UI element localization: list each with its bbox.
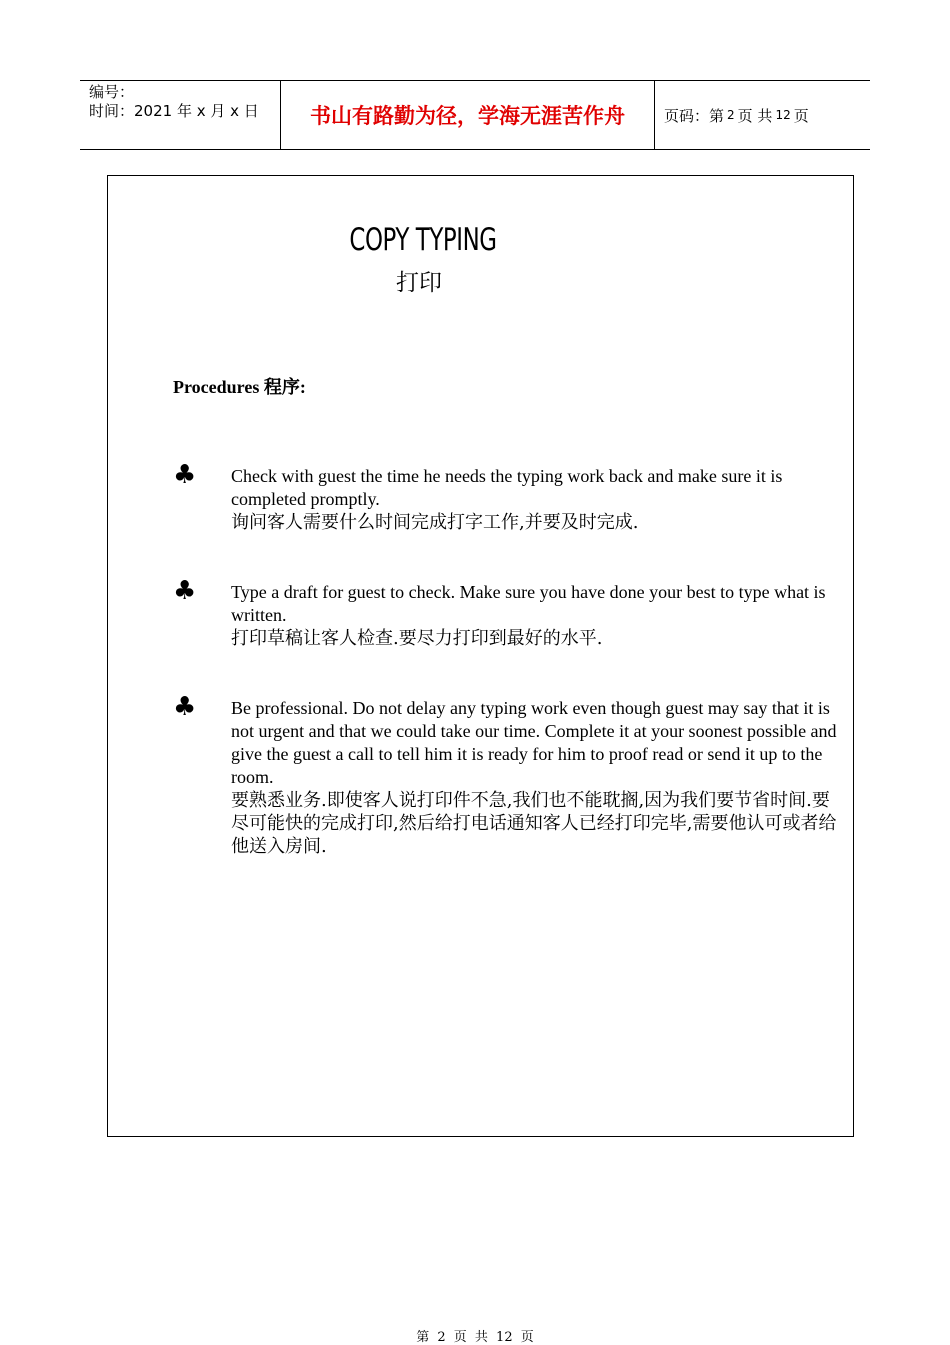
club-suit-icon: ♣ (173, 460, 197, 490)
header-motto: 书山有路勤为径，学海无涯苦作舟 (281, 81, 655, 149)
document-number-label: 编号： (89, 83, 135, 101)
page-mid: 页 共 (737, 106, 773, 125)
procedure-text-en: Be professional. Do not delay any typing work even though guest may say that it is not urgent and that we could take our time. Complete it at your soonest possible and give the guest a call to tell him it is ready for him to proof read or send it up to the room. (231, 698, 837, 787)
procedure-text-cn: 要熟悉业务.即使客人说打印件不急,我们也不能耽搁,因为我们要节省时间.要尽可能快的完成打印,然后给打电话通知客人已经打印完毕,需要他认可或者给他送入房间. (231, 790, 837, 857)
procedure-text-en: Type a draft for guest to check. Make sure you have done your best to type what is written. (231, 582, 826, 625)
club-suit-icon: ♣ (173, 576, 197, 606)
document-date: 时间：2021 年 x 月 x 日 (89, 102, 259, 120)
header-meta (80, 81, 281, 149)
page-title: COPY TYPING (349, 222, 497, 258)
procedure-text (231, 697, 843, 858)
page-current: 2 (727, 108, 735, 122)
header-page-info (655, 81, 870, 149)
content-box (107, 175, 854, 1137)
club-suit-icon: ♣ (173, 692, 197, 722)
page-subtitle: 打印 (396, 270, 442, 296)
procedure-text-en: Check with guest the time he needs the typing work back and make sure it is completed promptly. (231, 466, 783, 509)
page-prefix: 页码：第 (664, 106, 725, 125)
procedure-text-cn: 打印草稿让客人检查.要尽力打印到最好的水平. (231, 628, 603, 649)
procedure-text (231, 465, 843, 534)
document-header (80, 80, 870, 150)
page-total: 12 (775, 108, 791, 122)
page-suffix: 页 (793, 106, 809, 125)
page-footer: 第 2 页 共 12 页 (416, 1330, 534, 1345)
procedure-text-cn: 询问客人需要什么时间完成打字工作,并要及时完成. (231, 512, 639, 533)
procedures-heading: Procedures 程序: (173, 377, 306, 397)
procedure-text (231, 581, 843, 650)
